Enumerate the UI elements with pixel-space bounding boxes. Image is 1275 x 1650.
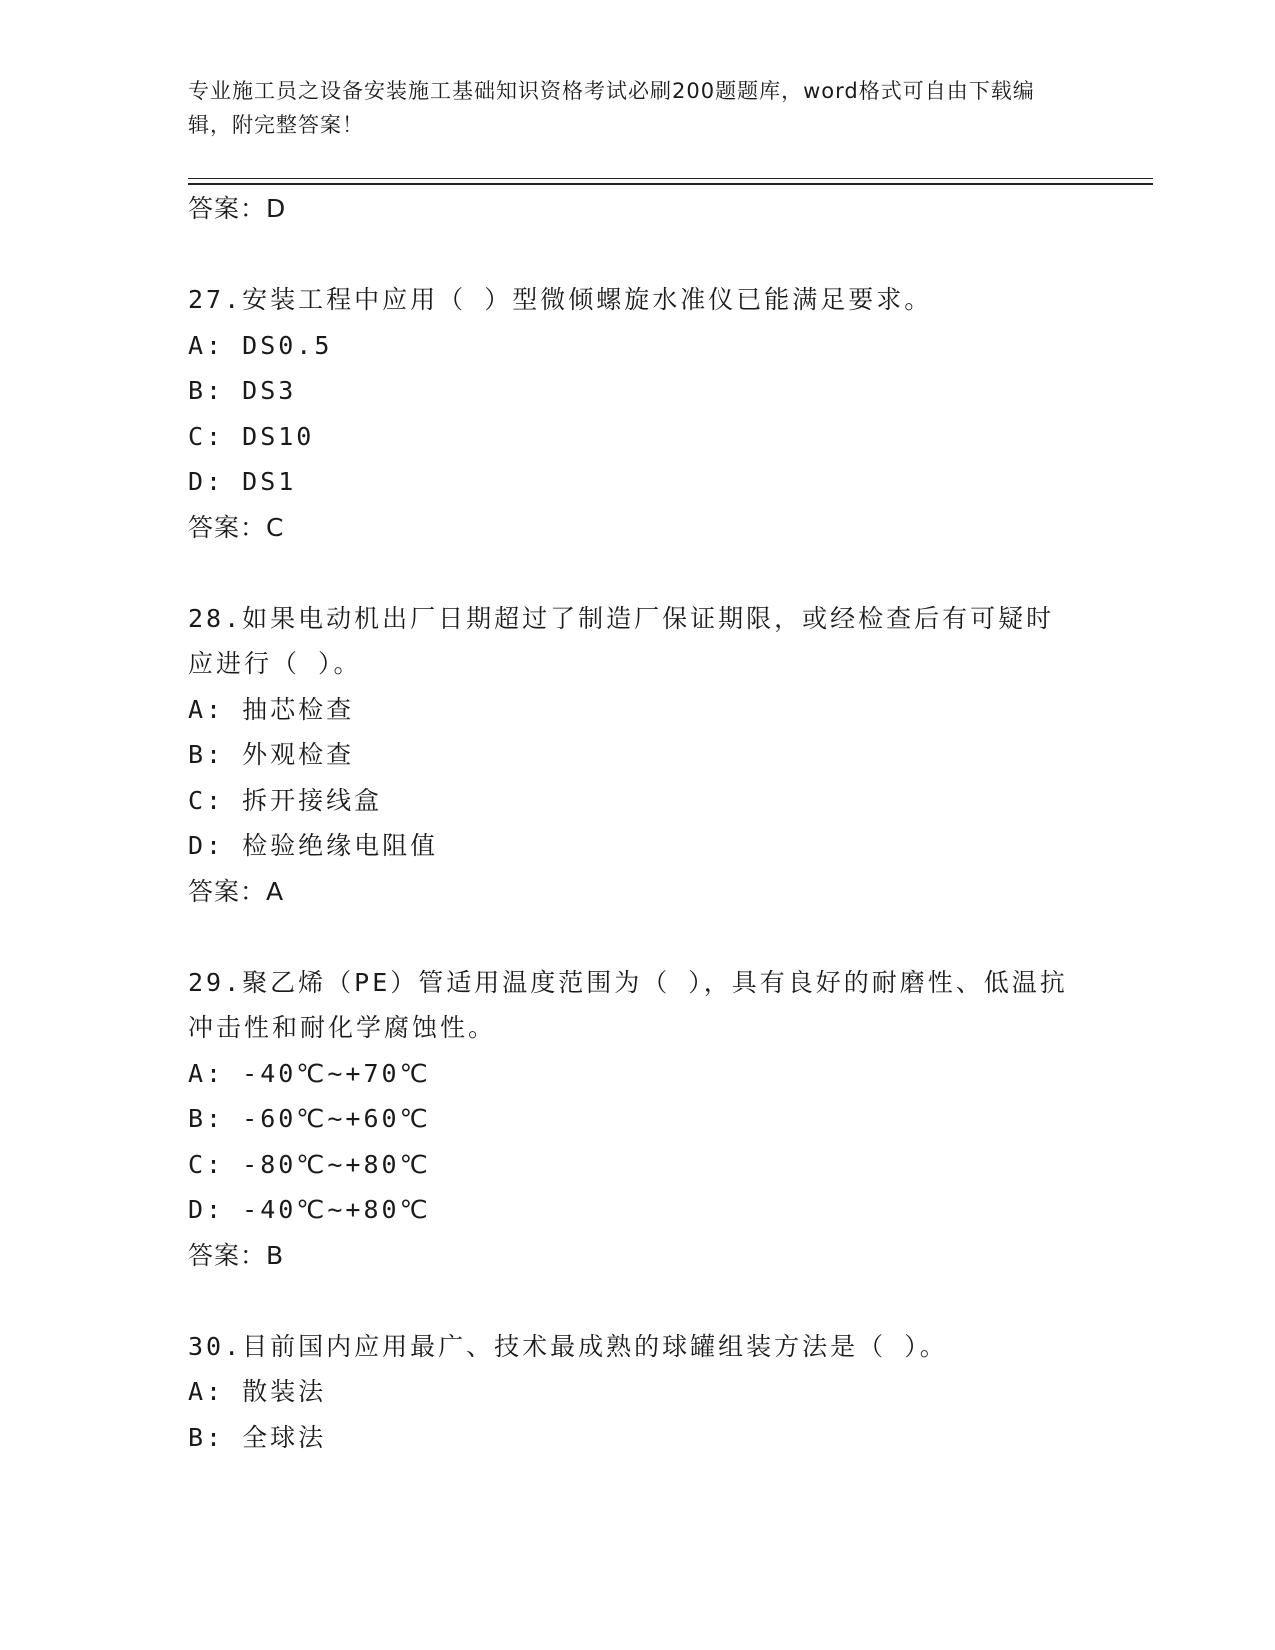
question-30: [188, 1324, 1088, 1461]
option-a: A: DS0.5: [188, 330, 333, 360]
option-c: C: 拆开接线盒: [188, 785, 383, 815]
option-b: B: 全球法: [188, 1422, 327, 1452]
option-a: A: 抽芯检查: [188, 694, 355, 724]
answer-line: 答案：C: [188, 512, 285, 542]
header-rule-thin: [188, 178, 1153, 179]
question-text: 29.聚乙烯（PE）管适用温度范围为（ ），具有良好的耐磨性、低温抗冲击性和耐化学腐蚀性。: [188, 967, 1068, 1042]
answer-line: 答案：A: [188, 876, 285, 906]
header-rule-thick: [188, 183, 1153, 185]
option-c: C: DS10: [188, 421, 315, 451]
option-a: A: -40℃~+70℃: [188, 1058, 431, 1088]
page-header: 专业施工员之设备安装施工基础知识资格考试必刷200题题库，word格式可自由下载编辑，附完整答案！: [188, 79, 1035, 137]
option-a: A: 散装法: [188, 1377, 327, 1406]
option-c: C: -80℃~+80℃: [188, 1149, 431, 1179]
option-d: D: 检验绝缘电阻值: [188, 831, 439, 860]
question-29: [188, 960, 1088, 1279]
question-text: 30.目前国内应用最广、技术最成熟的球罐组装方法是（ ）。: [188, 1331, 948, 1361]
question-28: [188, 596, 1088, 915]
option-d: D: -40℃~+80℃: [188, 1195, 431, 1224]
option-b: B: 外观检查: [188, 740, 355, 769]
option-b: B: -60℃~+60℃: [188, 1104, 431, 1133]
question-27: [188, 277, 1088, 550]
answer-line: 答案：B: [188, 1240, 285, 1270]
option-b: B: DS3: [188, 376, 297, 405]
question-text: 28.如果电动机出厂日期超过了制造厂保证期限，或经检查后有可疑时应进行（ ）。: [188, 603, 1055, 678]
question-list: [188, 186, 1088, 1460]
option-d: D: DS1: [188, 467, 297, 496]
answer-line: 答案：D: [188, 194, 287, 223]
question-text: 27.安装工程中应用（ ）型微倾螺旋水准仪已能满足要求。: [188, 285, 933, 314]
